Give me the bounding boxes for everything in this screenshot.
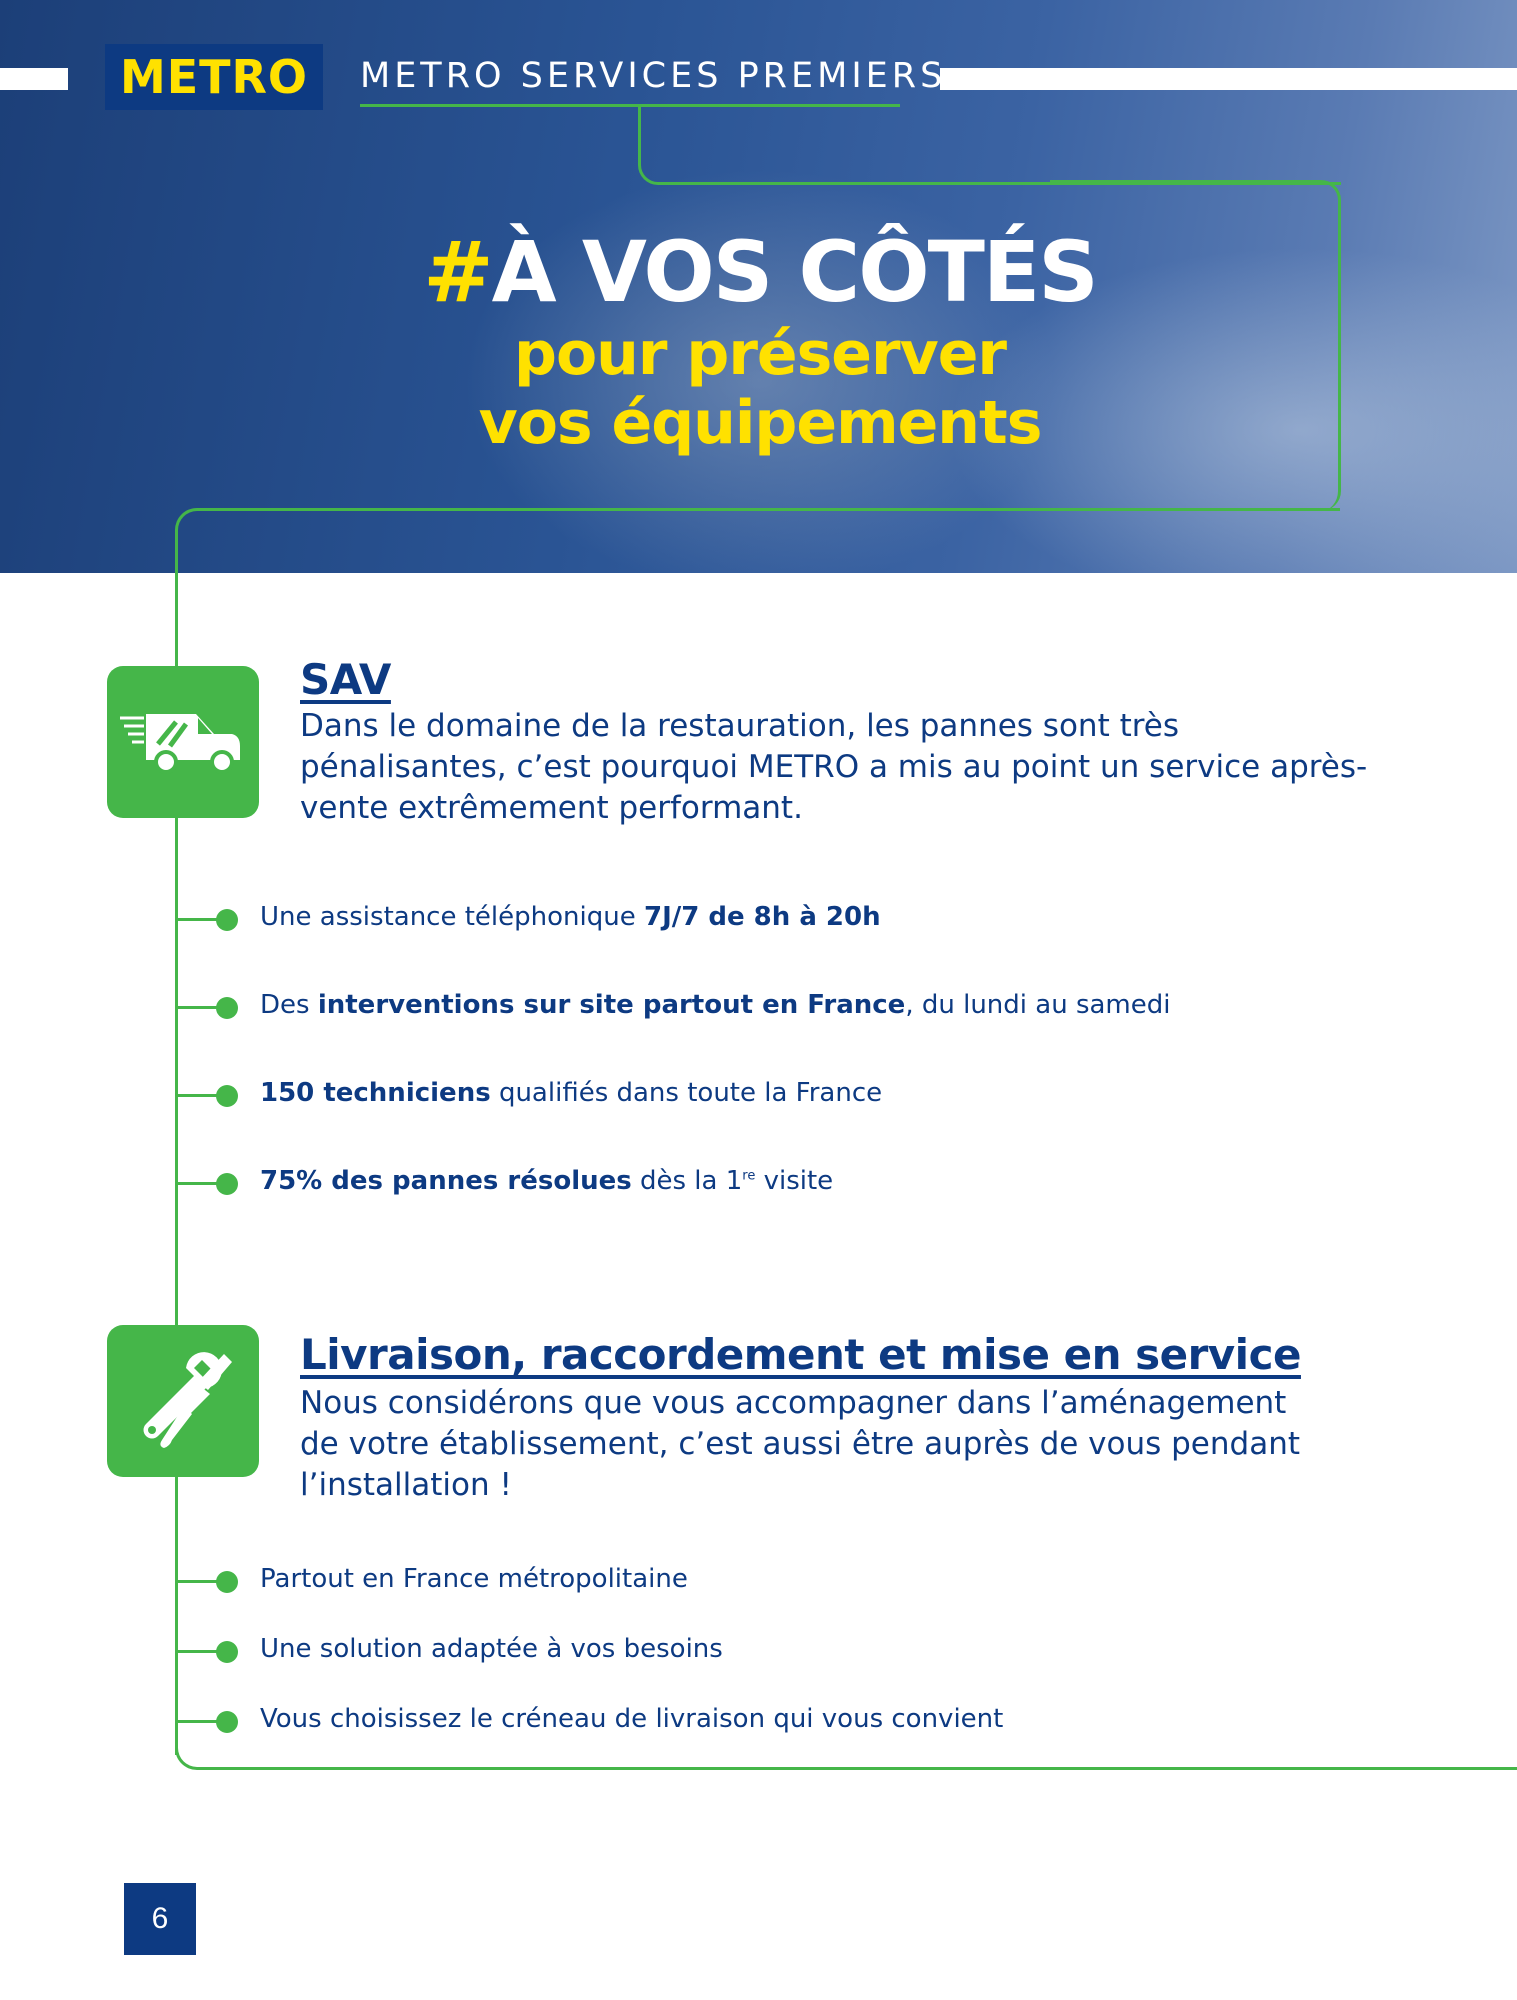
bullet-dot [216, 1711, 238, 1733]
livraison-body: Nous considérons que vous accompagner dans l’aménagement de votre établissement, c’est aussi être auprès de vous pendant l’installation ! [300, 1385, 1301, 1503]
list-item: Une solution adaptée à vos besoins [178, 1636, 1378, 1666]
livraison-icon-box [107, 1325, 259, 1477]
page-number: 6 [124, 1883, 196, 1955]
hero-frame-line-top [638, 104, 1341, 185]
list-item: Une assistance téléphonique 7J/7 de 8h à 20h [178, 904, 1378, 934]
metro-logo-text: METRO [119, 50, 309, 104]
bullet-dot [216, 1085, 238, 1107]
subheadline-line1: pour préserver [514, 319, 1006, 389]
timeline-top-line [198, 508, 1340, 511]
sav-body: Dans le domaine de la restauration, les pannes sont très pénalisantes, c’est pourquoi METRO a mis au point un service après-vente extrêmement performant. [300, 708, 1368, 826]
list-item: 150 techniciens qualifiés dans toute la France [178, 1080, 1378, 1110]
bullet-dot [216, 1571, 238, 1593]
wrench-screwdriver-icon [128, 1346, 238, 1456]
sav-icon-box [107, 666, 259, 818]
timeline-bottom-line [175, 1747, 1517, 1770]
bullet-dot [216, 1641, 238, 1663]
livraison-title: Livraison, raccordement et mise en service [300, 1330, 1301, 1379]
header-stripe-left [0, 68, 68, 90]
list-item: Des interventions sur site partout en France, du lundi au samedi [178, 992, 1378, 1022]
sav-title: SAV [300, 655, 391, 704]
delivery-van-tools-icon [118, 702, 248, 782]
subheadline-line2: vos équipements [478, 388, 1042, 458]
bullet-dot [216, 909, 238, 931]
list-item: Partout en France métropolitaine [178, 1566, 1378, 1596]
bullet-dot [216, 997, 238, 1019]
headline [360, 223, 1160, 458]
bullet-dot [216, 1173, 238, 1195]
list-item: Vous choisissez le créneau de livraison qui vous convient [178, 1706, 1378, 1736]
list-item: 75% des pannes résolues dès la 1re visite [178, 1168, 1378, 1198]
headline-main: #À VOS CÔTÉS [423, 223, 1097, 321]
hero-banner [0, 0, 1517, 573]
brand-title: METRO SERVICES PREMIERS [360, 56, 947, 96]
metro-logo [105, 44, 323, 110]
header-stripe-right [940, 68, 1517, 90]
